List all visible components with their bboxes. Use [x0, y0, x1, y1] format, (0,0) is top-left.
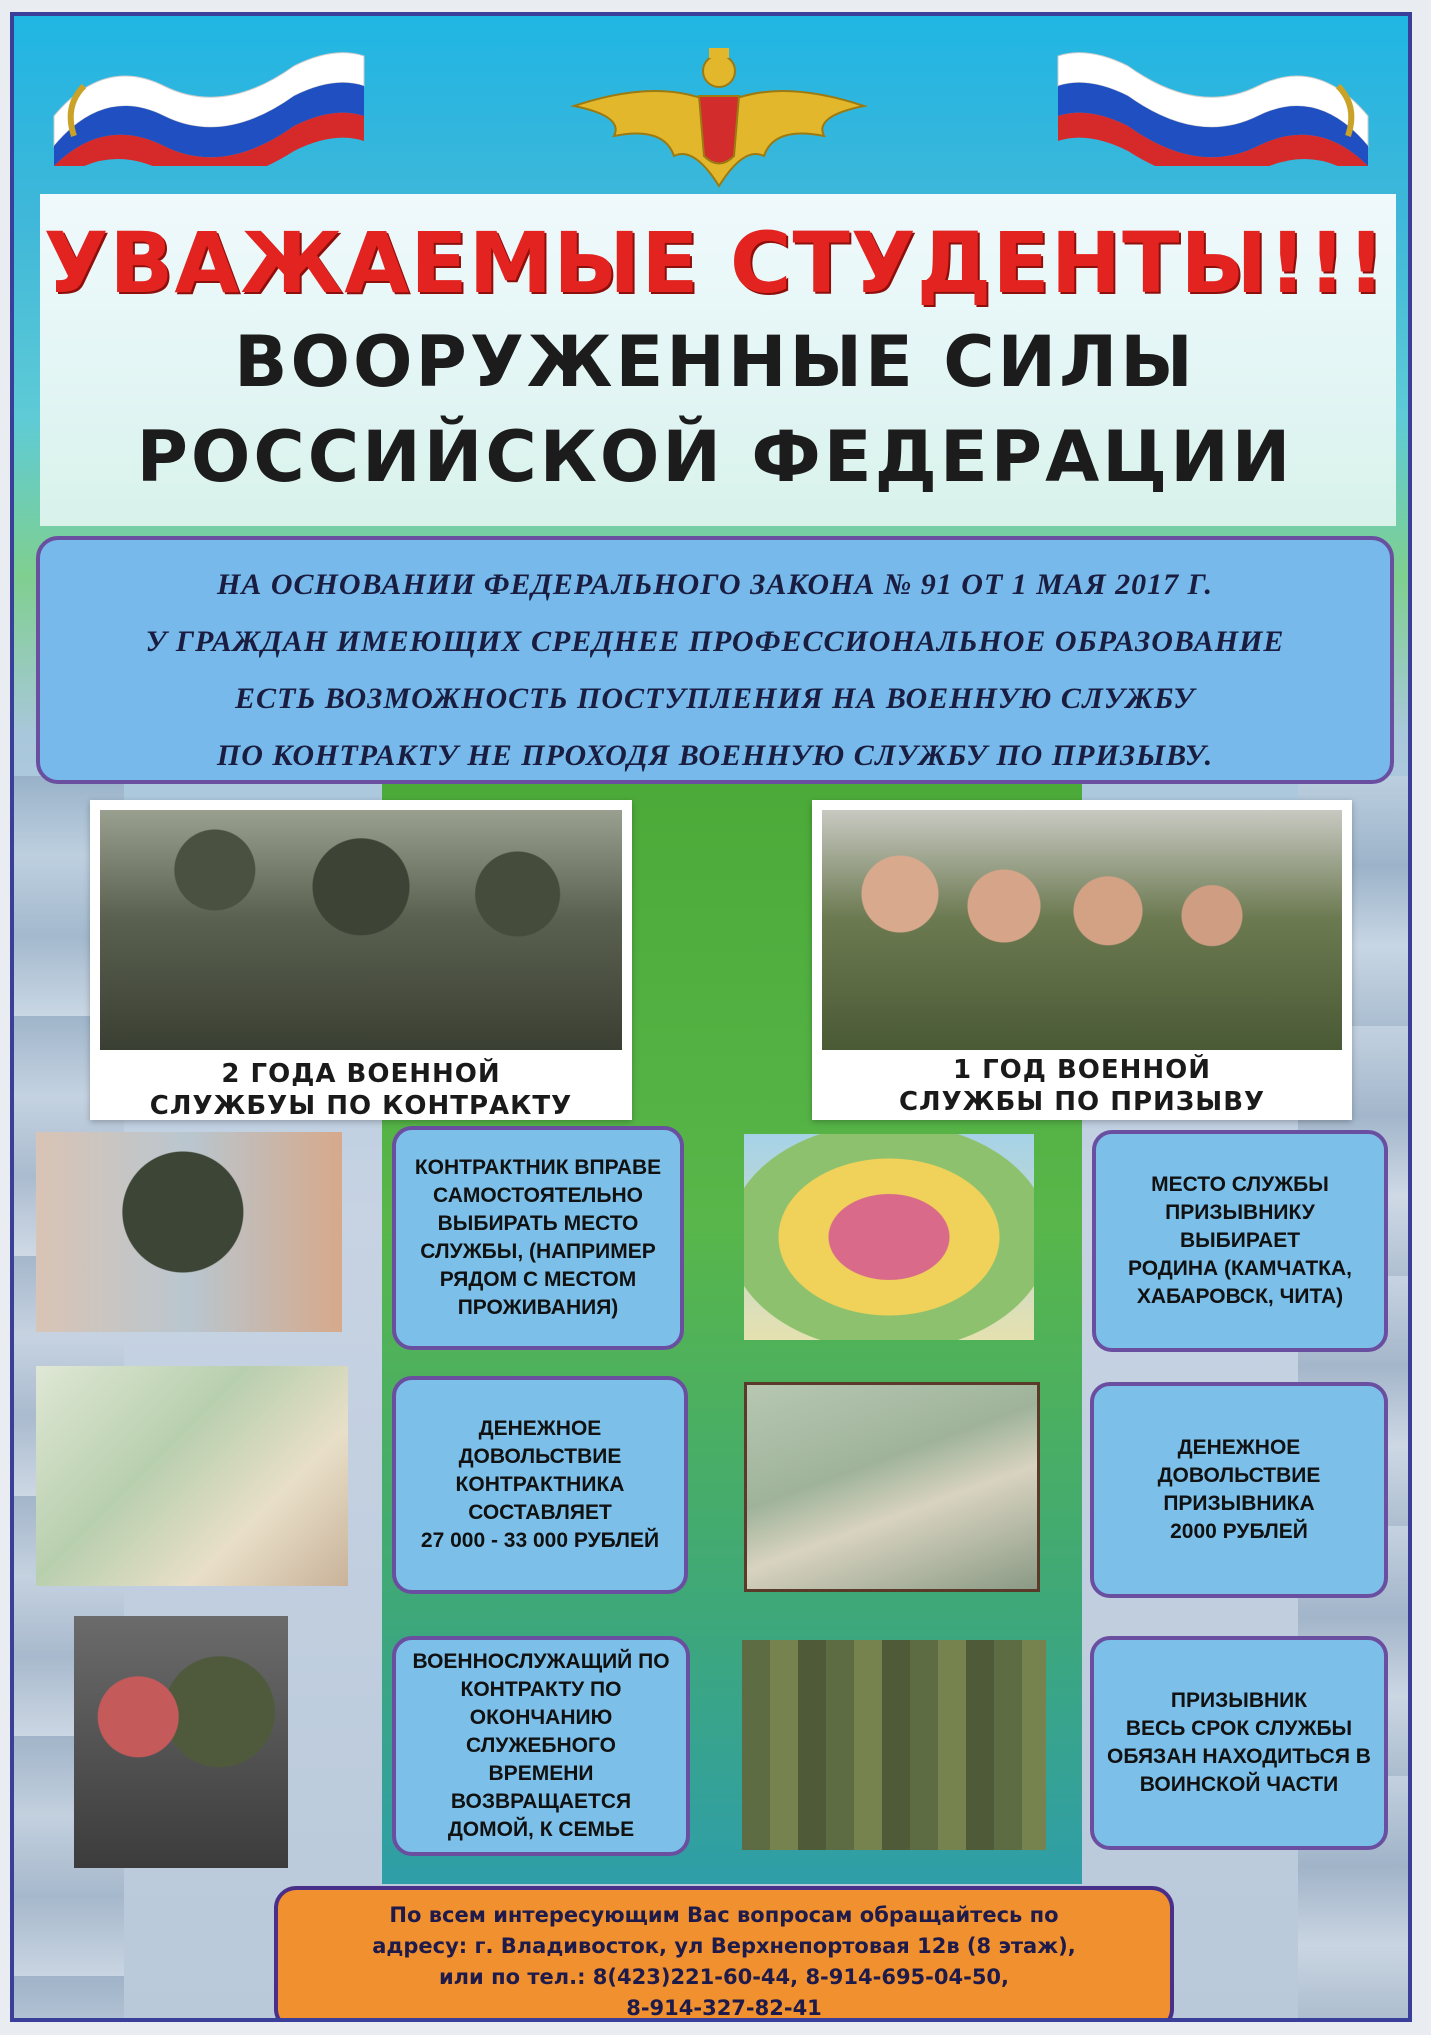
conscript-soldiers-photo: [822, 810, 1342, 1050]
info-line: ОБЯЗАН НАХОДИТЬСЯ В: [1107, 1745, 1371, 1768]
info-line: ХАБАРОВСК, ЧИТА): [1136, 1285, 1344, 1308]
subtitle-line-1: ВООРУЖЕННЫЕ СИЛЫ: [234, 321, 1196, 403]
marching-soldiers-photo: [742, 1640, 1046, 1850]
info-line: ВЫБИРАТЬ МЕСТО: [437, 1212, 639, 1235]
info-line: ОКОНЧАНИЮ СЛУЖЕБНОГО: [466, 1706, 616, 1757]
info-line: РЯДОМ С МЕСТОМ: [439, 1268, 637, 1291]
contact-phone-2: 8-914-327-82-41: [626, 1996, 822, 2020]
info-line: 27 000 - 33 000 РУБЛЕЙ: [420, 1529, 660, 1552]
contract-location-info-box: [392, 1126, 684, 1350]
contact-address: адресу: г. Владивосток, ул Верхнепортовая 12в (8 этаж),: [372, 1934, 1076, 1958]
info-line: ВОИНСКОЙ ЧАСТИ: [1139, 1773, 1339, 1796]
info-line: ДОВОЛЬСТВИЕ: [1157, 1464, 1321, 1487]
info-line: ВРЕМЕНИ ВОЗВРАЩАЕТСЯ: [450, 1762, 632, 1813]
info-line: СОСТАВЛЯЕТ: [468, 1501, 612, 1524]
poster: [10, 12, 1412, 2022]
subtitle-line-2: РОССИЙСКОЙ ФЕДЕРАЦИИ: [136, 416, 1294, 498]
conscript-caption-line-1: 1 ГОД ВОЕННОЙ: [952, 1055, 1212, 1085]
law-line: У ГРАЖДАН ИМЕЮЩИХ СРЕДНЕЕ ПРОФЕССИОНАЛЬНОЕ ОБРАЗОВАНИЕ: [145, 625, 1285, 658]
conscript-location-info-box: [1092, 1130, 1388, 1352]
info-line: КОНТРАКТНИК ВПРАВЕ: [414, 1156, 662, 1179]
contract-caption-line-2: СЛУЖБУЫ ПО КОНТРАКТУ: [149, 1091, 573, 1121]
contract-soldiers-photo: [100, 810, 622, 1050]
info-line: ВОЕННОСЛУЖАЩИЙ ПО: [412, 1650, 670, 1673]
contract-salary-info-box: [392, 1376, 688, 1594]
info-line: ДОМОЙ, К СЕМЬЕ: [447, 1818, 635, 1841]
russia-map-photo: [744, 1134, 1034, 1340]
law-line: НА ОСНОВАНИИ ФЕДЕРАЛЬНОГО ЗАКОНА № 91 ОТ 1 МАЯ 2017 Г.: [217, 568, 1213, 601]
conscript-caption-line-2: СЛУЖБЫ ПО ПРИЗЫВУ: [898, 1087, 1266, 1117]
saluting-officer-photo: [36, 1132, 342, 1332]
info-line: СЛУЖБЫ, (НАПРИМЕР: [420, 1240, 656, 1263]
info-line: ПРИЗЫВНИК: [1170, 1689, 1308, 1712]
info-line: МЕСТО СЛУЖБЫ: [1151, 1173, 1329, 1196]
russian-flag-right-icon: [1048, 46, 1378, 166]
info-line: 2000 РУБЛЕЙ: [1170, 1520, 1308, 1543]
law-line: ЕСТЬ ВОЗМОЖНОСТЬ ПОСТУПЛЕНИЯ НА ВОЕННУЮ СЛУЖБУ: [235, 682, 1195, 715]
armed-forces-eagle-emblem-icon: [554, 36, 884, 206]
contract-caption-line-1: 2 ГОДА ВОЕННОЙ: [221, 1059, 501, 1089]
info-line: ПРОЖИВАНИЯ): [457, 1296, 619, 1319]
russian-flag-left-icon: [44, 46, 374, 166]
info-line: ПРИЗЫВНИКУ ВЫБИРАЕТ: [1165, 1201, 1315, 1252]
info-line: КОНТРАКТНИКА: [455, 1473, 625, 1496]
contact-phones: или по тел.: 8(423)221-60-44, 8-914-695-04-50,: [438, 1965, 1010, 1989]
info-line: ДЕНЕЖНОЕ: [478, 1417, 602, 1440]
info-line: ДЕНЕЖНОЕ: [1177, 1436, 1301, 1459]
money-and-card-photo: [36, 1366, 348, 1586]
military-family-photo: [74, 1616, 288, 1868]
info-line: ПРИЗЫВНИКА: [1163, 1492, 1315, 1515]
conscript-service-card: [812, 800, 1352, 1120]
law-info-box: [36, 536, 1394, 784]
contract-return-home-info-box: [392, 1636, 690, 1856]
conscript-salary-info-box: [1090, 1382, 1388, 1598]
page-title: УВАЖАЕМЫЕ СТУДЕНТЫ!!!: [43, 214, 1387, 312]
contract-service-card: [90, 800, 632, 1120]
info-line: ДОВОЛЬСТВИЕ: [458, 1445, 622, 1468]
banknotes-photo: [744, 1382, 1040, 1592]
info-line: КОНТРАКТУ ПО: [460, 1678, 622, 1701]
law-line: ПО КОНТРАКТУ НЕ ПРОХОДЯ ВОЕННУЮ СЛУЖБУ ПО ПРИЗЫВУ.: [216, 739, 1214, 772]
conscript-stay-in-unit-info-box: [1090, 1636, 1388, 1850]
info-line: РОДИНА (КАМЧАТКА,: [1128, 1257, 1352, 1280]
info-line: ВЕСЬ СРОК СЛУЖБЫ: [1125, 1717, 1353, 1740]
contact-info-box: [274, 1886, 1174, 2022]
contact-line: По всем интересующим Вас вопросам обращайтесь по: [389, 1903, 1059, 1927]
info-line: САМОСТОЯТЕЛЬНО: [433, 1184, 643, 1207]
